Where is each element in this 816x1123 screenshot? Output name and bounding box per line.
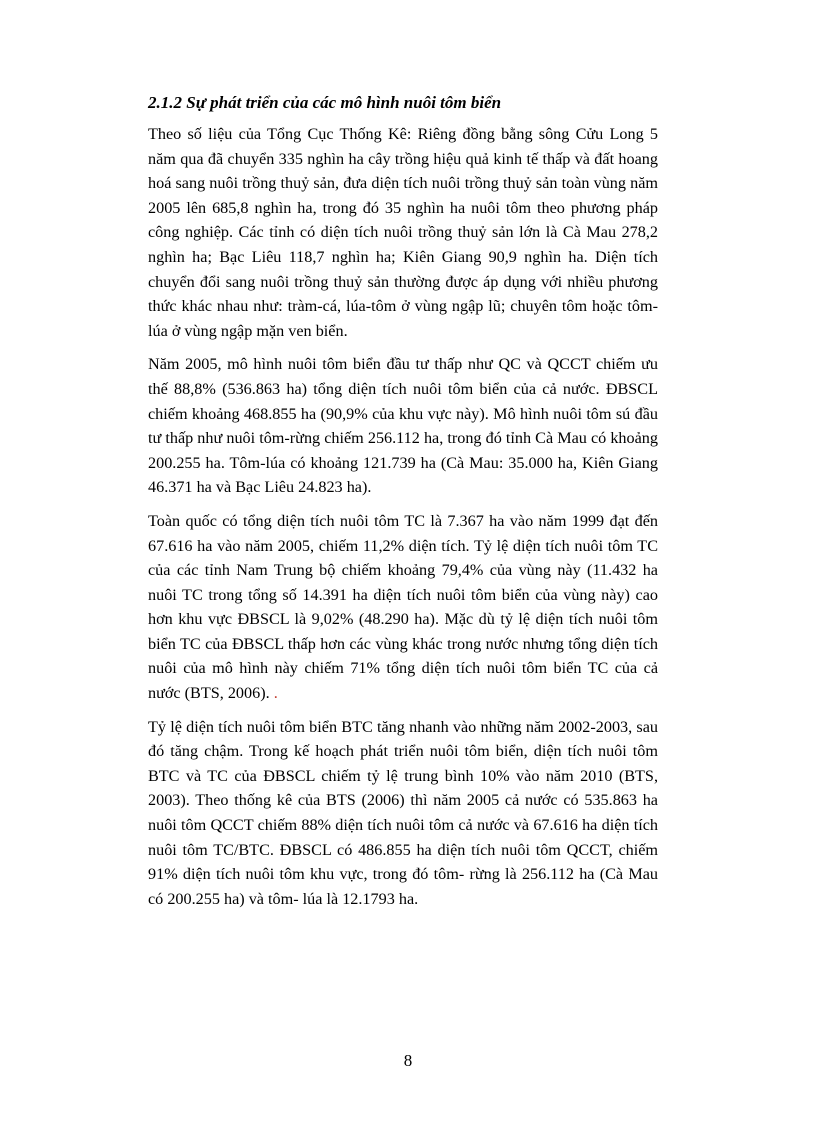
paragraph-2: Năm 2005, mô hình nuôi tôm biển đầu tư thấp như QC và QCCT chiếm ưu thế 88,8% (536.863 ha) tổng diện tích nuôi tôm biển của cả nước. ĐBSCL chiếm khoảng 468.855 ha (90,9% của khu vực này). Mô hình nuôi tôm sú đầu tư thấp như nuôi tôm-rừng chiếm 256.112 ha, trong đó tỉnh Cà Mau có khoảng 200.255 ha. Tôm-lúa có khoảng 121.739 ha (Cà Mau: 35.000 ha, Kiên Giang 46.371 ha và Bạc Liêu 24.823 ha).: [148, 355, 658, 497]
trailing-mark: .: [273, 684, 278, 703]
section-heading: 2.1.2 Sự phát triển của các mô hình nuôi tôm biển: [148, 93, 502, 112]
paragraph-3: [148, 509, 658, 706]
page-number: 8: [403, 1051, 413, 1070]
page-content: [148, 92, 658, 920]
paragraph-3-text: Toàn quốc có tổng diện tích nuôi tôm TC là 7.367 ha vào năm 1999 đạt đến 67.616 ha vào năm 2005, chiếm 11,2% diện tích. Tỷ lệ diện tích nuôi tôm TC của các tỉnh Nam Trung bộ chiếm khoảng 79,4% của vùng này (11.432 ha nuôi TC trong tổng số 14.391 ha diện tích nuôi tôm biển của vùng này) cao hơn khu vực ĐBSCL là 9,02% (48.290 ha). Mặc dù tỷ lệ diện tích nuôi tôm biển TC của ĐBSCL thấp hơn các vùng khác trong nước nhưng tổng diện tích nuôi của mô hình này chiếm 71% tổng diện tích nuôi tôm biển TC của cả nước (BTS, 2006).: [148, 511, 658, 703]
paragraph-1: Theo số liệu của Tổng Cục Thống Kê: Riêng đồng bằng sông Cửu Long 5 năm qua đã chuyển 335 nghìn ha cây trồng hiệu quả kinh tế thấp và đất hoang hoá sang nuôi trồng thuỷ sản, đưa diện tích nuôi trồng thuỷ sản toàn vùng năm 2005 lên 685,8 nghìn ha, trong đó 35 nghìn ha nuôi tôm theo phương pháp công nghiệp. Các tỉnh có diện tích nuôi trồng thuỷ sản lớn là Cà Mau 278,2 nghìn ha; Bạc Liêu 118,7 nghìn ha; Kiên Giang 90,9 nghìn ha. Diện tích chuyển đổi sang nuôi trồng thuỷ sản thường được áp dụng với nhiều phương thức khác nhau như: tràm-cá, lúa-tôm ở vùng ngập lũ; chuyên tôm hoặc tôm-lúa ở vùng ngập mặn ven biển.: [148, 125, 658, 340]
paragraph-4: Tỷ lệ diện tích nuôi tôm biển BTC tăng nhanh vào những năm 2002-2003, sau đó tăng chậm. Trong kế hoạch phát triển nuôi tôm biển, diện tích nuôi tôm BTC và TC của ĐBSCL chiếm tỷ lệ trung bình 10% vào năm 2010 (BTS, 2003). Theo thống kê của BTS (2006) thì năm 2005 cả nước có 535.863 ha nuôi tôm QCCT chiếm 88% diện tích nuôi tôm cả nước và 67.616 ha diện tích nuôi tôm TC/BTC. ĐBSCL có 486.855 ha diện tích nuôi tôm QCCT, chiếm 91% diện tích nuôi tôm khu vực, trong đó tôm- rừng là 256.112 ha (Cà Mau có 200.255 ha) và tôm- lúa là 12.1793 ha.: [148, 717, 658, 908]
